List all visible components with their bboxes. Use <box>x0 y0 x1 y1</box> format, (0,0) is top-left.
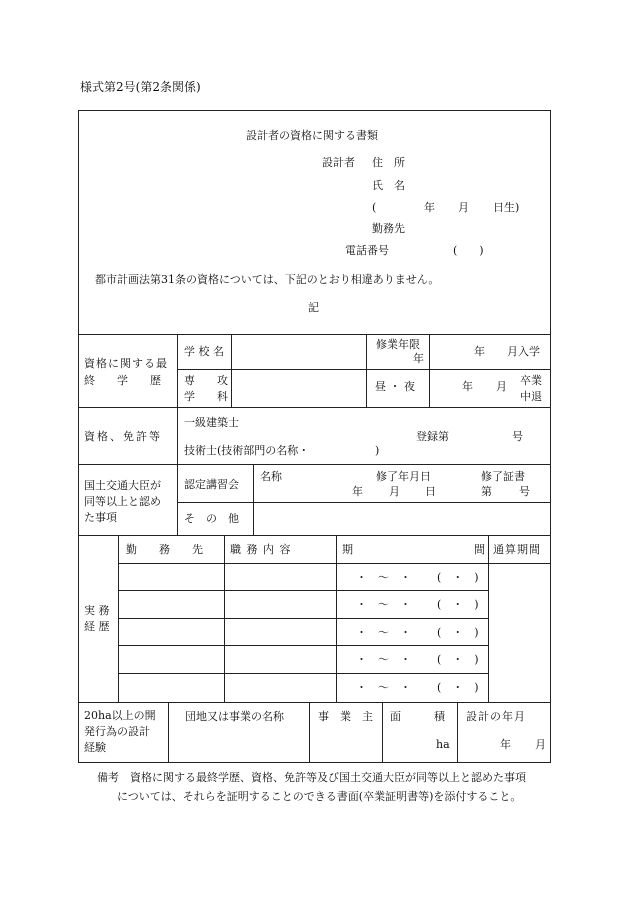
rule <box>118 673 488 674</box>
rule <box>118 563 551 564</box>
experience-label-1: 実 務 <box>84 604 110 617</box>
education-label-1: 資格に関する最 <box>84 357 168 370</box>
grad-year: 年 <box>462 380 473 393</box>
period-row-3: ・ 〜 ・ <box>356 626 411 639</box>
development-label-3: 経験 <box>84 741 106 754</box>
graduate-option: 卒業 <box>520 374 542 387</box>
rule <box>177 502 551 503</box>
engineer-close: ) <box>375 444 380 457</box>
rule <box>550 110 551 763</box>
rule <box>78 334 551 335</box>
period-paren-3: ( ・ ) <box>437 626 479 639</box>
rule <box>177 464 178 535</box>
document-title: 設計者の資格に関する書類 <box>246 129 378 142</box>
architect-label: 一級建築士 <box>184 416 239 429</box>
rule <box>253 464 254 535</box>
course-label: 認定講習会 <box>184 478 239 491</box>
owner-label: 事 業 主 <box>318 710 373 723</box>
school-label: 学 校 名 <box>184 345 224 358</box>
rule <box>488 535 489 702</box>
period-paren-4: ( ・ ) <box>437 653 479 666</box>
phone-label: 電話番号 <box>345 244 389 257</box>
period-row-1: ・ 〜 ・ <box>356 571 411 584</box>
experience-label-2: 経 歴 <box>84 620 110 633</box>
birth-paren-open: ( <box>372 201 377 214</box>
minister-label-1: 国土交通大臣が <box>84 479 161 492</box>
period-row-5: ・ 〜 ・ <box>356 681 411 694</box>
registration-number-unit: 号 <box>512 430 523 443</box>
period-row-2: ・ 〜 ・ <box>356 598 411 611</box>
minister-label-2: 同等以上と認め <box>84 495 161 508</box>
rule <box>78 110 551 111</box>
address-label: 住 所 <box>372 156 405 169</box>
study-years-unit: 年 <box>413 352 424 365</box>
completion-date-label: 修了年月日 <box>376 470 431 483</box>
course-name-label: 名称 <box>260 470 282 483</box>
rule <box>78 464 551 465</box>
registration-label: 登録第 <box>416 430 449 443</box>
area-label: 面 積 <box>390 710 445 723</box>
development-label-1: 20ha以上の開 <box>84 709 156 722</box>
period-row-4: ・ 〜 ・ <box>356 653 411 666</box>
department-label: 学 科 <box>184 390 228 403</box>
rule <box>78 702 551 703</box>
designer-label: 設計者 <box>322 156 355 169</box>
design-year-label: 設計の年月 <box>466 710 526 723</box>
birth-day: 日生) <box>493 201 520 214</box>
withdraw-option: 中退 <box>520 390 542 403</box>
development-label-2: 発行為の設計 <box>84 725 150 738</box>
other-label: そ の 他 <box>184 512 239 525</box>
enter-month: 月入学 <box>507 345 540 358</box>
rule <box>429 334 430 407</box>
rule <box>118 618 488 619</box>
name-label: 氏 名 <box>372 179 405 192</box>
rule <box>78 110 79 763</box>
col-period-end: 間 <box>474 543 485 556</box>
note-line-1: 備考 資格に関する最終学歴、資格、免許等及び国土交通大臣が同等以上と認めた事項 <box>97 771 526 784</box>
rule <box>366 334 367 407</box>
rule <box>78 535 551 536</box>
period-paren-1: ( ・ ) <box>437 571 479 584</box>
workplace-label: 勤務先 <box>372 222 405 235</box>
col-period-start: 期 <box>342 543 353 556</box>
license-label: 資格、免許等 <box>84 430 162 443</box>
phone-paren: ( ) <box>453 244 484 257</box>
certificate-label: 修了証書 <box>481 470 525 483</box>
col-duties: 職 務 内 容 <box>230 543 292 556</box>
day-night: 昼 ・ 夜 <box>375 380 415 393</box>
study-years-label: 修業年限 <box>376 338 420 351</box>
form-number: 様式第2号(第2条関係) <box>80 80 201 94</box>
rule <box>168 702 169 762</box>
rule <box>231 334 232 407</box>
enter-year: 年 <box>474 345 485 358</box>
period-paren-5: ( ・ ) <box>437 681 479 694</box>
col-workplace: 勤 務 先 <box>126 543 203 556</box>
grad-month: 月 <box>496 380 507 393</box>
rule <box>177 334 178 407</box>
rule <box>78 762 551 763</box>
birth-month: 月 <box>458 201 469 214</box>
completion-year: 年 <box>352 485 363 498</box>
completion-day: 日 <box>425 485 436 498</box>
period-paren-2: ( ・ ) <box>437 598 479 611</box>
rule <box>78 407 551 408</box>
cert-number-prefix: 第 <box>481 485 492 498</box>
rule <box>382 702 383 762</box>
completion-month: 月 <box>389 485 400 498</box>
rule <box>309 702 310 762</box>
rule <box>177 407 178 464</box>
design-year: 年 <box>500 738 511 751</box>
project-name-label: 団地又は事業の名称 <box>185 710 284 723</box>
minister-label-3: た事項 <box>84 511 117 524</box>
ki-label: 記 <box>308 301 319 314</box>
statement: 都市計画法第31条の資格については、下記のとおり相違ありません。 <box>95 273 440 286</box>
cert-number-suffix: 号 <box>519 485 530 498</box>
major-label: 専 攻 <box>184 374 228 387</box>
rule <box>177 369 551 370</box>
rule <box>118 645 488 646</box>
education-label-2: 終 学 歴 <box>84 374 161 387</box>
birth-year: 年 <box>424 201 435 214</box>
col-total-period: 通算期間 <box>493 543 541 556</box>
engineer-label: 技術士(技術部門の名称・ <box>184 444 310 457</box>
rule <box>118 590 488 591</box>
design-month: 月 <box>535 738 546 751</box>
note-line-2: については、それらを証明することのできる書面(卒業証明書等)を添付すること。 <box>117 790 522 803</box>
area-unit: ha <box>436 738 450 751</box>
rule <box>457 702 458 762</box>
